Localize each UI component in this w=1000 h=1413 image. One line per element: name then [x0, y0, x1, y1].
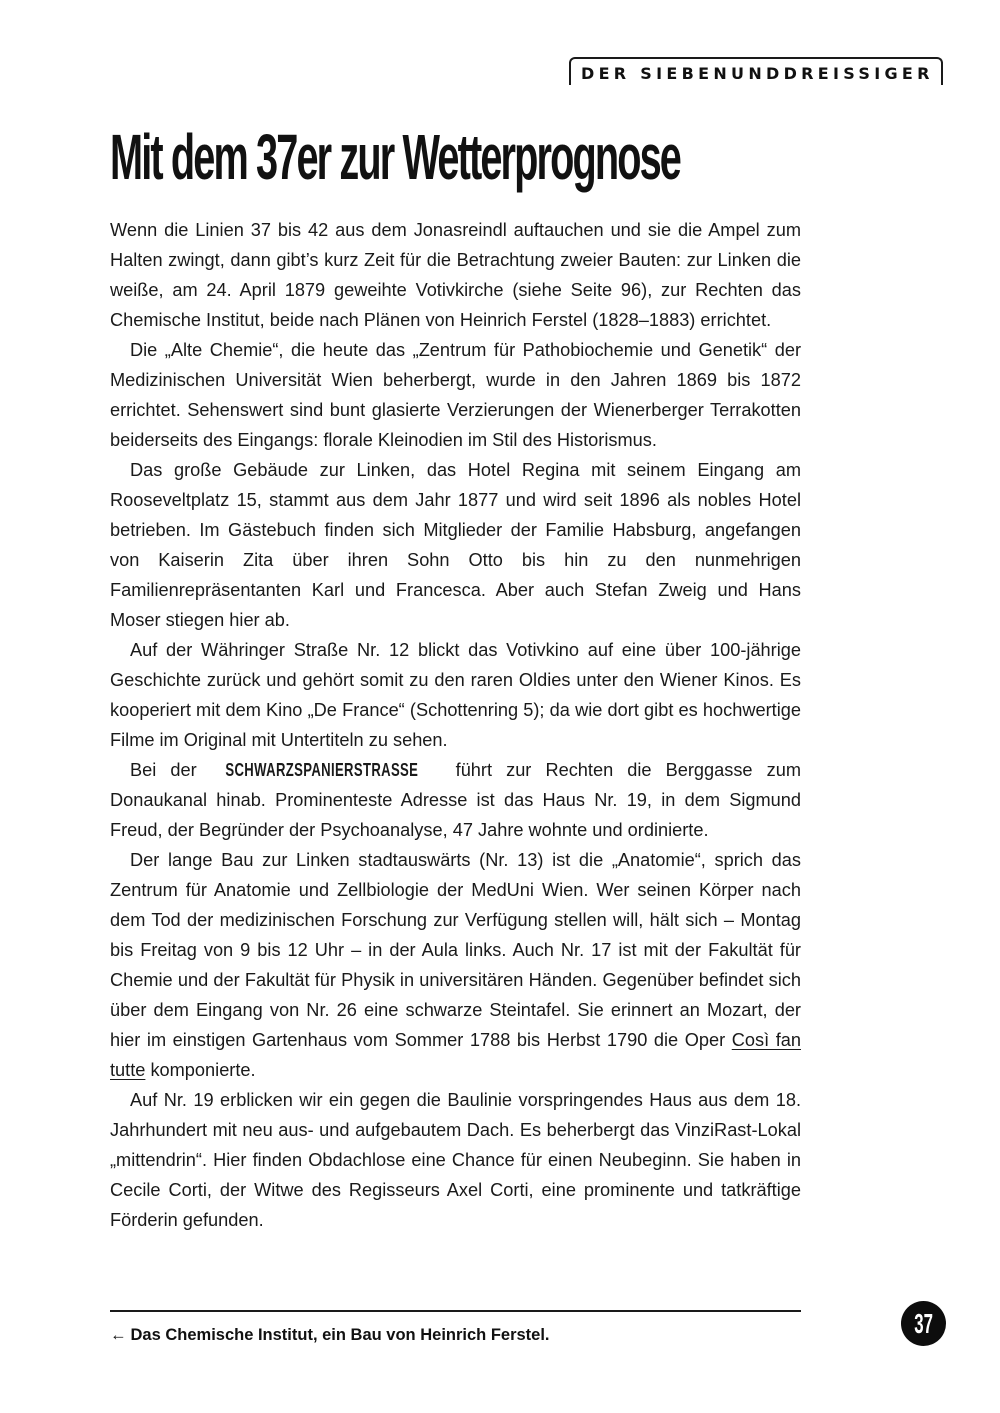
article-title: Mit dem 37er zur Wetterprognose: [110, 121, 680, 193]
caption-divider: [110, 1310, 801, 1312]
paragraph-5: [110, 755, 801, 845]
street-name-highlight: SCHWARZSPANIERSTRASSE: [225, 760, 418, 780]
page-number: 37: [914, 1307, 933, 1339]
article-body: [110, 215, 801, 1235]
opera-title: Così fan tutte: [110, 1030, 801, 1080]
page-number-badge: [901, 1301, 946, 1346]
running-head-text: DER SIEBENUNDDREISSIGER: [581, 64, 934, 83]
paragraph-5-rest: führt zur Rechten die Berggasse zum Donaukanal hinab. Prominenteste Adresse ist das Haus Nr. 19, in dem Sigmund Freud, der Begründer der Psychoanalyse, 47 Jahre wohnte und ordinierte.: [110, 760, 801, 840]
paragraph-6: [110, 845, 801, 1085]
arrow-left-icon: ←: [110, 1326, 127, 1344]
paragraph-7: Auf Nr. 19 erblicken wir ein gegen die Baulinie vorspringendes Haus aus dem 18. Jahrhundert mit neu aus- und aufgebautem Dach. Es beherbergt das VinziRast-Lokal „mittendrin“. Hier finden Obdachlose eine Chance für einen Neubeginn. Sie haben in Cecile Corti, der Witwe des Regisseurs Axel Corti, eine prominente und tatkräftige Förderin gefunden.: [110, 1090, 801, 1230]
running-head: [569, 57, 943, 85]
paragraph-4: Auf der Währinger Straße Nr. 12 blickt das Votivkino auf eine über 100-jährige Geschichte zurück und gehört somit zu den raren Oldies unter den Wiener Kinos. Es kooperiert mit dem Kino „De France“ (Schottenring 5); da wie dort gibt es hochwertige Filme im Original mit Untertiteln zu sehen.: [110, 640, 801, 750]
paragraph-2: Die „Alte Chemie“, die heute das „Zentrum für Pathobiochemie und Genetik“ der Medizinischen Universität Wien beherbergt, wurde in den Jahren 1869 bis 1872 errichtet. Sehenswert sind bunt glasierte Verzierungen der Wienerberger Terrakotten beiderseits des Eingangs: florale Kleinodien im Stil des Historismus.: [110, 340, 801, 450]
paragraph-5-lead: Bei der: [130, 760, 211, 780]
image-caption: [110, 1326, 550, 1345]
paragraph-1: Wenn die Linien 37 bis 42 aus dem Jonasreindl auftauchen und sie die Ampel zum Halten zwingt, dann gibt’s kurz Zeit für die Betrachtung zweier Bauten: zur Linken die weiße, am 24. April 1879 geweihte Votivkirche (siehe Seite 96), zur Rechten das Chemische Institut, beide nach Plänen von Heinrich Ferstel (1828–1883) errichtet.: [110, 220, 801, 330]
paragraph-3: Das große Gebäude zur Linken, das Hotel Regina mit seinem Eingang am Rooseveltplatz 15, stammt aus dem Jahr 1877 und wird seit 1896 als nobles Hotel betrieben. Im Gästebuch finden sich Mitglieder der Familie Habsburg, angefangen von Kaiserin Zita über ihren Sohn Otto bis hin zu den nunmehrigen Familienrepräsentanten Karl und Francesca. Aber auch Stefan Zweig und Hans Moser stiegen hier ab.: [110, 460, 801, 630]
paragraph-6-lead: Der lange Bau zur Linken stadtauswärts (Nr. 13) ist die „Anatomie“, sprich das Zentrum für Anatomie und Zellbiologie der MedUni Wien. Wer seinen Körper nach dem Tod der medizinischen Forschung zur Verfügung stellen will, hält sich – Montag bis Freitag von 9 bis 12 Uhr – in der Aula links. Auch Nr. 17 ist mit der Fakultät für Chemie und der Fakultät für Physik in universitären Händen. Gegenüber befindet sich über dem Eingang von Nr. 26 eine schwarze Steintafel. Sie erinnert an Mozart, der hier im einstigen Gartenhaus vom Sommer 1788 bis Herbst 1790 die Oper: [110, 850, 801, 1050]
paragraph-6-rest: komponierte.: [145, 1060, 256, 1080]
caption-text: Das Chemische Institut, ein Bau von Heinrich Ferstel.: [130, 1326, 550, 1344]
